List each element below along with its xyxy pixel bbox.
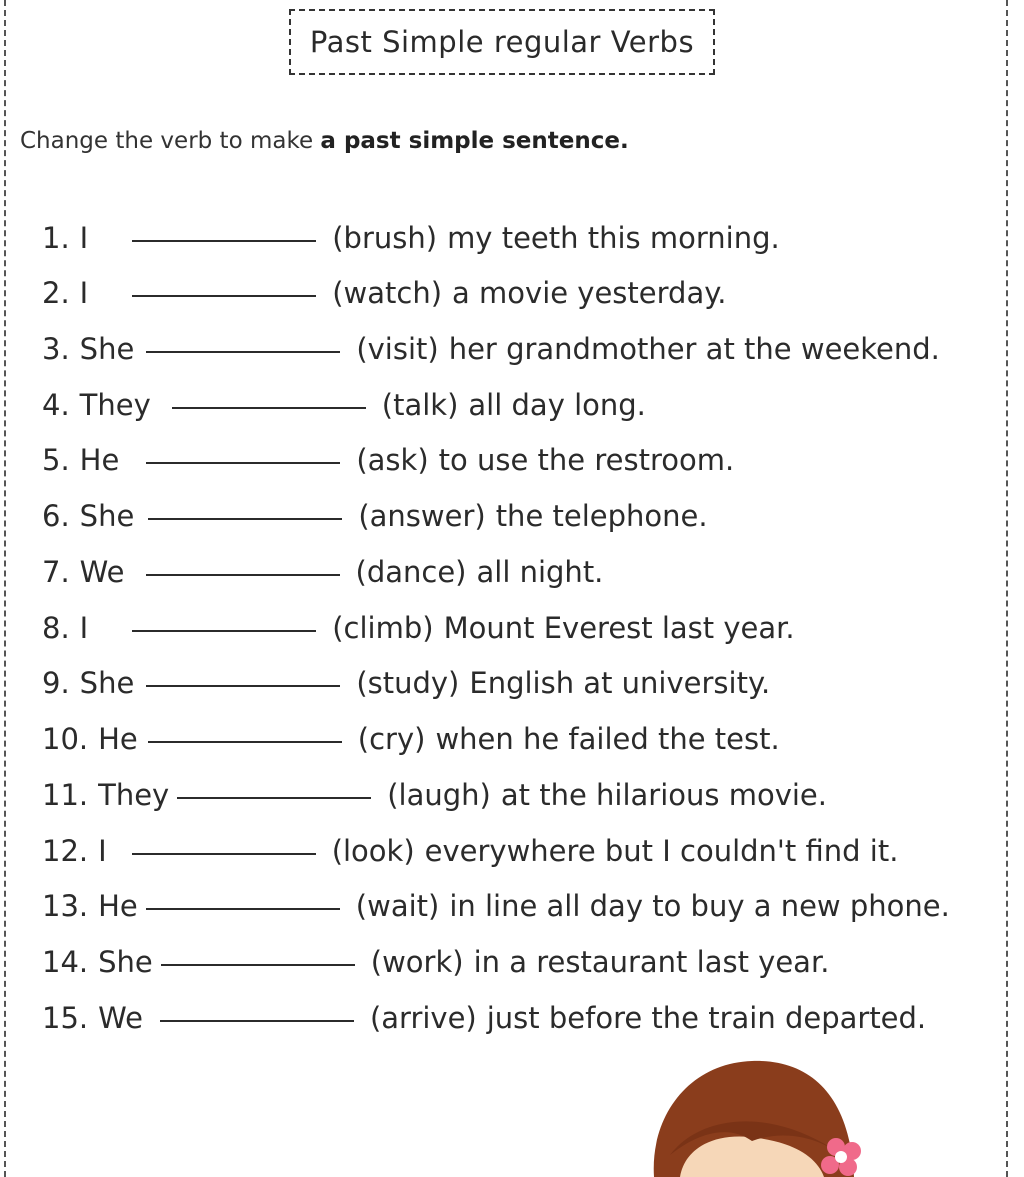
exercise-number: 13. xyxy=(42,889,89,923)
exercise-verb: (work) xyxy=(370,945,464,979)
exercise-item xyxy=(42,440,734,480)
answer-blank[interactable] xyxy=(146,908,340,910)
exercise-item xyxy=(42,496,708,536)
exercise-subject: We xyxy=(98,1001,143,1035)
exercise-item xyxy=(42,552,603,592)
page-border-left xyxy=(4,0,6,1177)
exercise-item xyxy=(42,218,780,258)
answer-blank[interactable] xyxy=(132,630,316,632)
answer-blank[interactable] xyxy=(148,518,342,520)
answer-blank[interactable] xyxy=(148,741,342,743)
girl-illustration xyxy=(640,1055,880,1177)
exercise-rest: in line all day to buy a new phone. xyxy=(449,889,950,923)
exercise-subject: He xyxy=(98,722,138,756)
exercise-verb: (brush) xyxy=(332,221,438,255)
exercise-rest: English at university. xyxy=(469,666,771,700)
exercise-verb: (ask) xyxy=(356,443,429,477)
exercise-verb: (visit) xyxy=(356,332,439,366)
answer-blank[interactable] xyxy=(132,853,316,855)
answer-blank[interactable] xyxy=(160,1020,354,1022)
exercise-number: 7. xyxy=(42,555,70,589)
exercise-subject: We xyxy=(79,555,125,589)
exercise-number: 15. xyxy=(42,1001,89,1035)
exercise-verb: (study) xyxy=(356,666,460,700)
exercise-number: 3. xyxy=(42,332,70,366)
exercise-item xyxy=(42,719,780,759)
exercise-item xyxy=(42,831,898,871)
exercise-rest: all night. xyxy=(476,555,604,589)
exercise-rest: the telephone. xyxy=(495,499,708,533)
exercise-rest: all day long. xyxy=(468,388,646,422)
exercise-rest: a movie yesterday. xyxy=(452,276,727,310)
exercise-subject: She xyxy=(79,332,135,366)
exercise-subject: I xyxy=(79,276,89,310)
exercise-rest: everywhere but I couldn't find it. xyxy=(424,834,899,868)
exercise-rest: to use the restroom. xyxy=(438,443,735,477)
exercise-verb: (dance) xyxy=(355,555,467,589)
exercise-verb: (laugh) xyxy=(387,778,491,812)
exercise-rest: when he failed the test. xyxy=(435,722,780,756)
exercise-verb: (answer) xyxy=(358,499,486,533)
exercise-subject: He xyxy=(98,889,138,923)
answer-blank[interactable] xyxy=(172,407,366,409)
exercise-rest: in a restaurant last year. xyxy=(473,945,830,979)
answer-blank[interactable] xyxy=(161,964,355,966)
exercise-verb: (talk) xyxy=(381,388,459,422)
exercise-verb: (climb) xyxy=(332,611,434,645)
worksheet-title-text: Past Simple regular Verbs xyxy=(309,25,695,59)
exercise-item xyxy=(42,775,827,815)
answer-blank[interactable] xyxy=(146,574,340,576)
exercise-subject: I xyxy=(79,611,89,645)
exercise-number: 5. xyxy=(42,443,70,477)
instructions-plain: Change the verb to make xyxy=(20,128,321,154)
exercise-number: 11. xyxy=(42,778,89,812)
exercise-item xyxy=(42,942,829,982)
exercise-verb: (wait) xyxy=(355,889,440,923)
exercise-subject: He xyxy=(79,443,120,477)
exercise-rest: at the hilarious movie. xyxy=(500,778,827,812)
exercise-item xyxy=(42,886,950,926)
exercise-subject: She xyxy=(79,666,135,700)
instructions-bold: a past simple sentence. xyxy=(320,128,629,154)
exercise-item xyxy=(42,273,726,313)
exercise-number: 2. xyxy=(42,276,70,310)
exercise-subject: They xyxy=(79,388,151,422)
answer-blank[interactable] xyxy=(132,240,316,242)
exercise-number: 12. xyxy=(42,834,89,868)
worksheet-title xyxy=(289,9,715,75)
exercise-subject: I xyxy=(79,221,89,255)
exercise-item xyxy=(42,385,646,425)
exercise-item xyxy=(42,329,940,369)
exercise-subject: She xyxy=(98,945,153,979)
exercise-item xyxy=(42,998,926,1038)
exercise-verb: (watch) xyxy=(332,276,443,310)
answer-blank[interactable] xyxy=(146,685,340,687)
exercise-verb: (look) xyxy=(331,834,415,868)
exercise-number: 1. xyxy=(42,221,70,255)
instructions xyxy=(20,128,629,154)
exercise-number: 10. xyxy=(42,722,89,756)
exercise-item xyxy=(42,608,795,648)
answer-blank[interactable] xyxy=(146,462,340,464)
exercise-number: 8. xyxy=(42,611,70,645)
page-border-right xyxy=(1006,0,1008,1177)
exercise-number: 4. xyxy=(42,388,70,422)
exercise-rest: my teeth this morning. xyxy=(447,221,780,255)
exercise-subject: They xyxy=(98,778,170,812)
exercise-subject: I xyxy=(98,834,107,868)
exercise-subject: She xyxy=(79,499,135,533)
exercise-rest: Mount Everest last year. xyxy=(443,611,795,645)
answer-blank[interactable] xyxy=(132,295,316,297)
exercise-rest: just before the train departed. xyxy=(486,1001,927,1035)
exercise-verb: (arrive) xyxy=(369,1001,477,1035)
answer-blank[interactable] xyxy=(146,351,340,353)
answer-blank[interactable] xyxy=(177,797,371,799)
exercise-number: 14. xyxy=(42,945,89,979)
exercise-verb: (cry) xyxy=(357,722,426,756)
exercise-rest: her grandmother at the weekend. xyxy=(448,332,940,366)
exercise-item xyxy=(42,663,770,703)
exercise-number: 6. xyxy=(42,499,70,533)
exercise-number: 9. xyxy=(42,666,70,700)
